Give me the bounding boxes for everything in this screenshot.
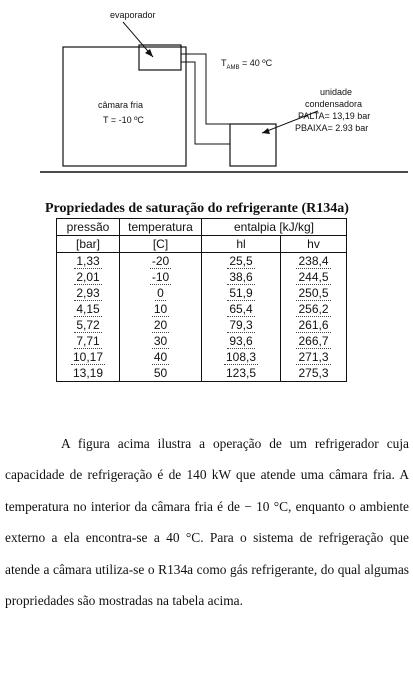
table-title: Propriedades de saturação do refrigerante (R134a) [45,201,349,216]
table-row [57,285,347,301]
unit-bar: [bar] [57,236,120,253]
unit-hv: hv [281,236,347,253]
pressao-cell: 2,93 [57,285,120,301]
hl-cell: 108,3 [202,349,281,365]
camara-temp-label: T = -10 ºC [103,115,144,125]
hl-cell: 79,3 [202,317,281,333]
table-row [57,317,347,333]
hv-cell: 261,6 [281,317,347,333]
pbaixa-label: PBAIXA= 2.93 bar [295,123,369,133]
unit-hl: hl [202,236,281,253]
table-row [57,301,347,317]
unidade-label: unidade [320,87,353,97]
hv-cell: 256,2 [281,301,347,317]
paragraph-text: A figura acima ilustra a operação de um refrigerador cuja capacidade de refrigeração é de 140 kW que atende uma câmara fria. A temperatura no interior da câmara fria é de − 10 °C, enquanto o ambiente externo a ela encontra-se a 40 °C. Para o sistema de refrigeração que atende a câmara utiliza-se o R134a como gás refrigerante, do qual algumas propriedades são mostradas na tabela acima. [5,436,409,609]
hv-cell: 271,3 [281,349,347,365]
palta-label: PALTA= 13,19 bar [298,111,371,121]
hl-cell: 38,6 [202,269,281,285]
pressao-cell: 5,72 [57,317,120,333]
condensadora-label: condensadora [305,99,363,109]
temperatura-cell: 40 [120,349,202,365]
pressao-cell: 4,15 [57,301,120,317]
hl-cell: 93,6 [202,333,281,349]
hv-cell: 275,3 [281,365,347,382]
table-row [57,349,347,365]
pressao-cell: 7,71 [57,333,120,349]
hv-cell: 250,5 [281,285,347,301]
camara-fria-label: câmara fria [98,100,144,110]
header-temperatura: temperatura [120,219,202,236]
temperatura-cell: 50 [120,365,202,382]
pressao-cell: 1,33 [57,253,120,270]
hl-cell: 65,4 [202,301,281,317]
hv-cell: 244,5 [281,269,347,285]
table-row [57,269,347,285]
hl-cell: 51,9 [202,285,281,301]
properties-table [56,218,347,382]
temperatura-cell: 20 [120,317,202,333]
table-row [57,365,347,382]
evaporador-label: evaporador [110,10,156,20]
unidade-arrowhead [262,128,270,134]
header-entalpia: entalpia [kJ/kg] [202,219,347,236]
hv-cell: 238,4 [281,253,347,270]
temperatura-cell: 30 [120,333,202,349]
units-row [57,236,347,253]
table-row [57,253,347,270]
evaporador-arrowhead [145,49,153,57]
table-body [57,253,347,382]
tamb-label: $T_{AMB} = 40$ ºC [221,58,273,71]
unit-c: [C] [120,236,202,253]
header-row [57,219,347,236]
temperatura-cell: -10 [120,269,202,285]
temperatura-cell: 10 [120,301,202,317]
pressao-cell: 2,01 [57,269,120,285]
hv-cell: 266,7 [281,333,347,349]
hl-cell: 25,5 [202,253,281,270]
temperatura-cell: 0 [120,285,202,301]
pressao-cell: 13,19 [57,365,120,382]
pressao-cell: 10,17 [57,349,120,365]
header-pressao: pressão [57,219,120,236]
hl-cell: 123,5 [202,365,281,382]
temperatura-cell: -20 [120,253,202,270]
problem-paragraph [5,428,409,616]
table-row [57,333,347,349]
